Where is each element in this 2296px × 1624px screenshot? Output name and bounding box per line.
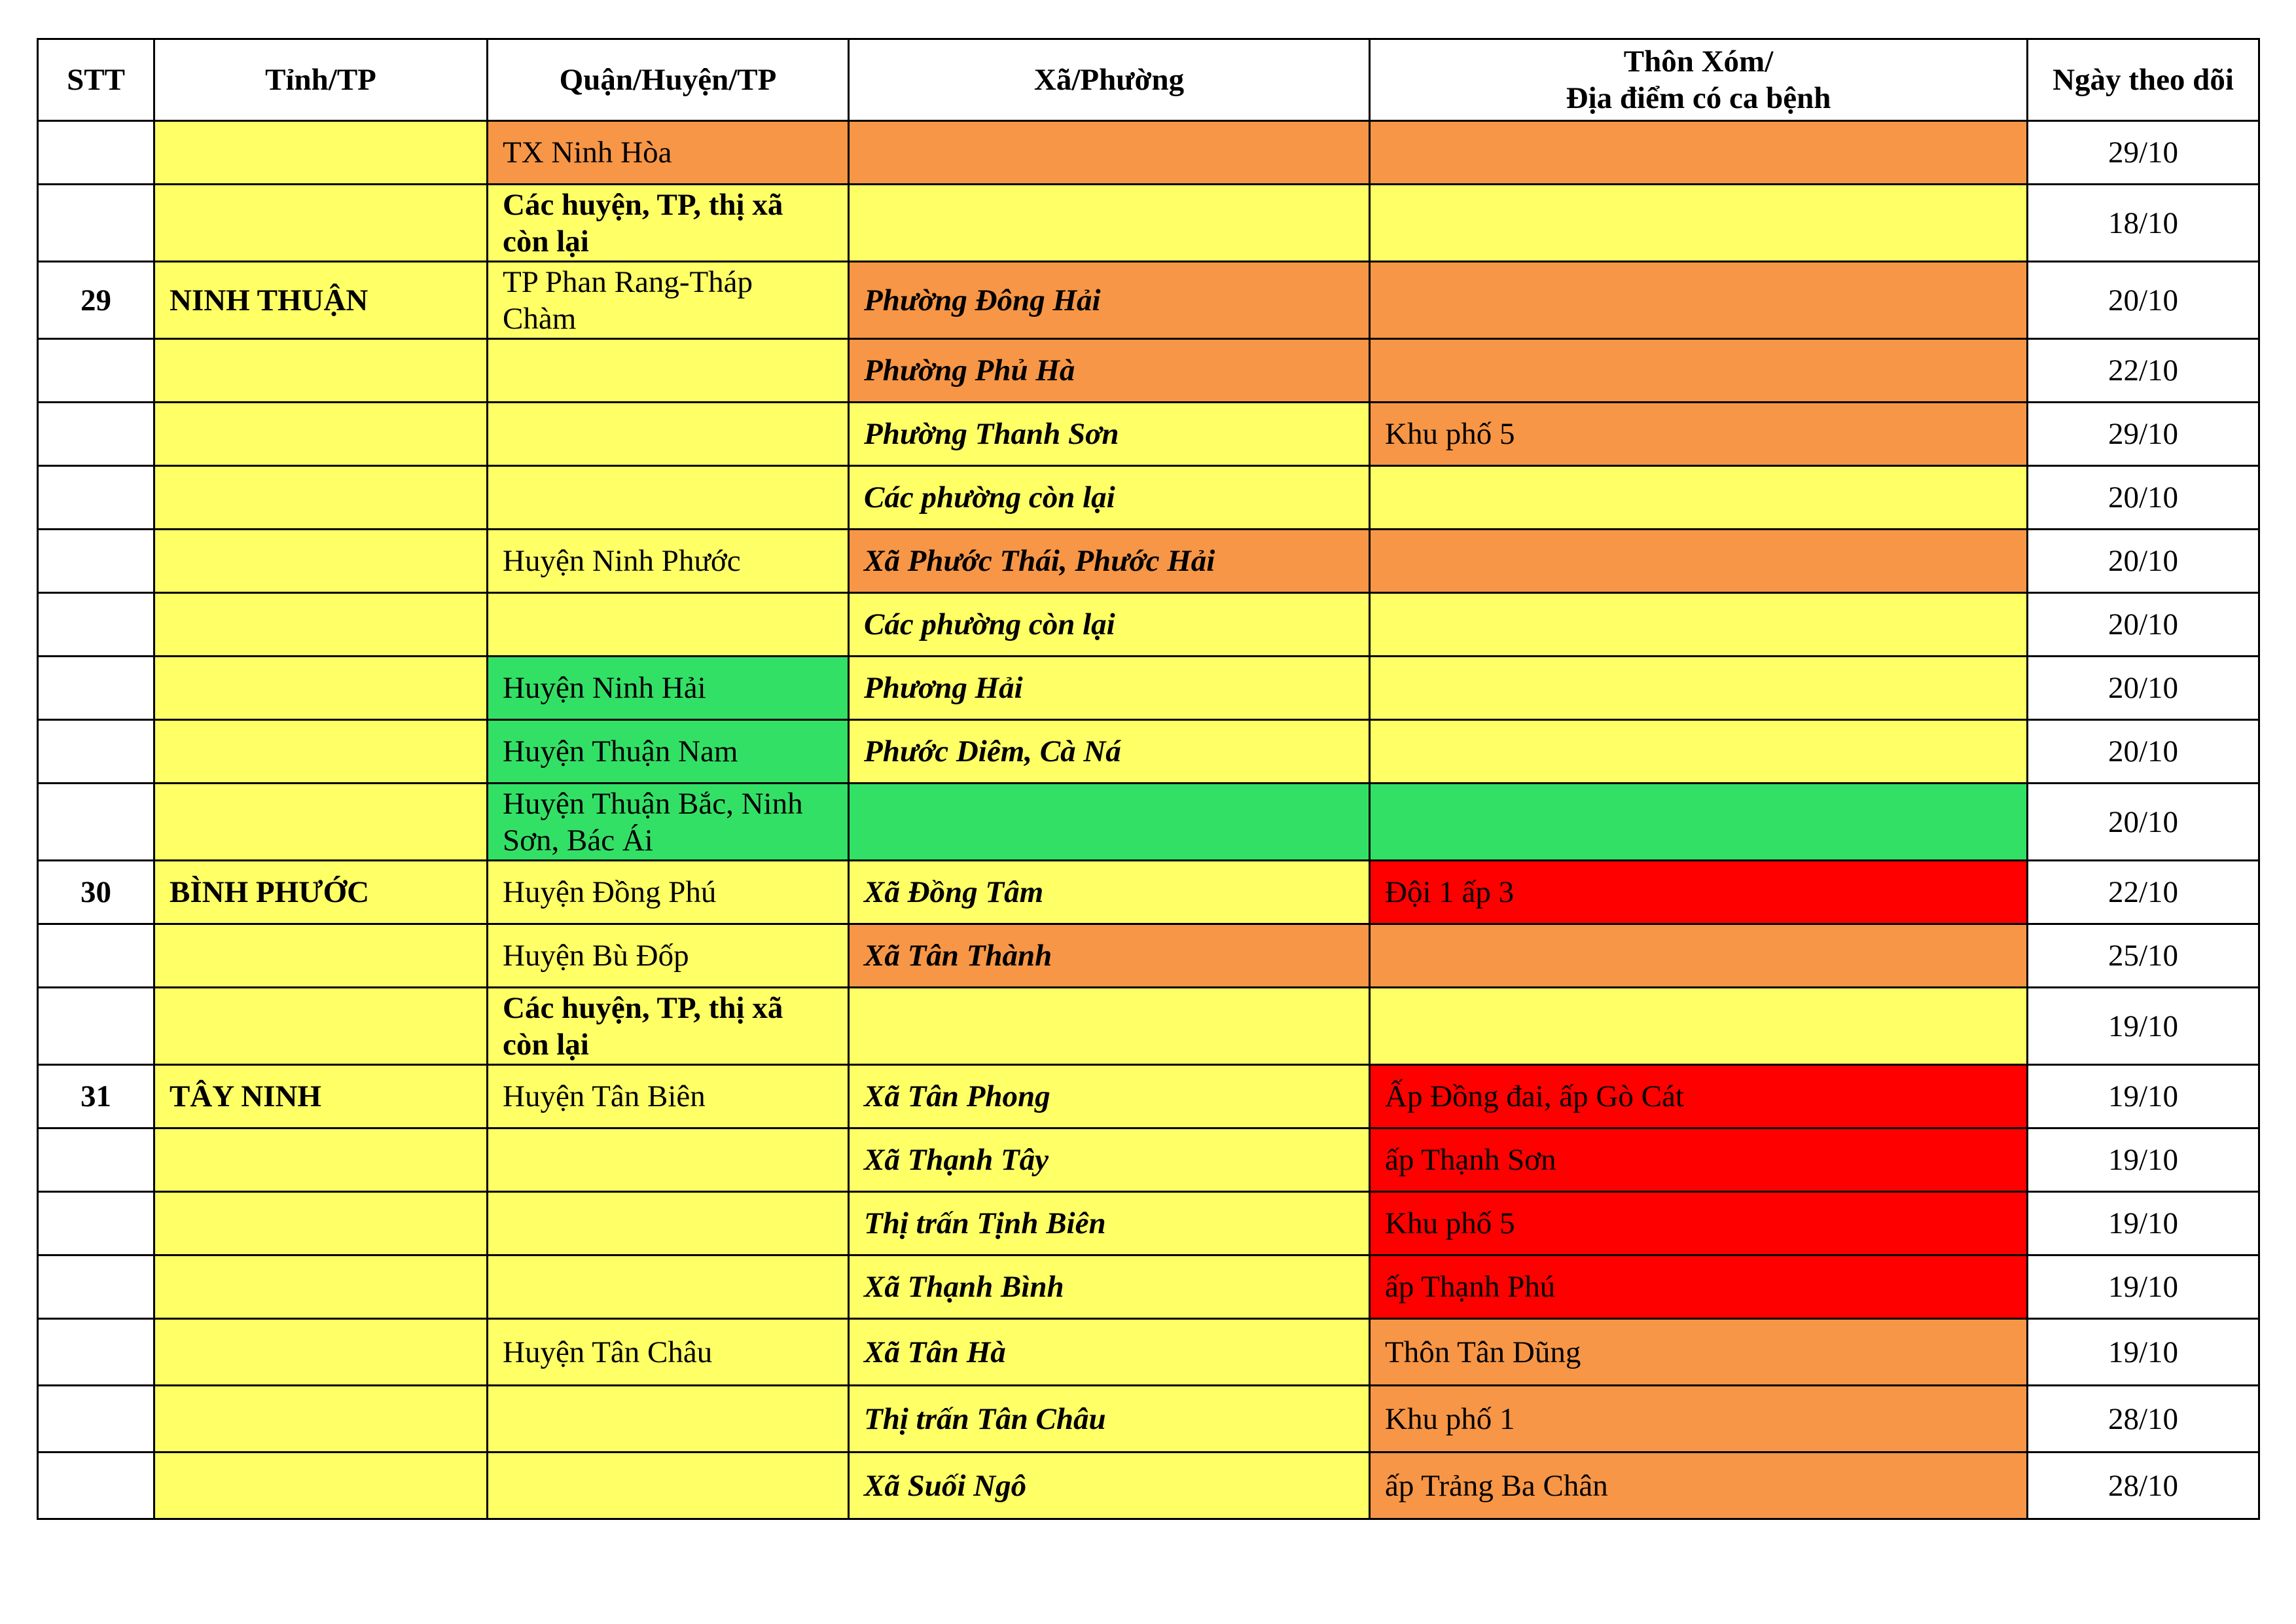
cell-stt: 30 xyxy=(38,861,154,924)
cell-date: 20/10 xyxy=(2028,262,2259,339)
cell-district: Huyện Ninh Hải xyxy=(488,657,849,720)
cell-stt xyxy=(38,466,154,530)
cell-stt xyxy=(38,720,154,784)
cell-ward xyxy=(849,784,1370,861)
cell-ward: Xã Tân Hà xyxy=(849,1319,1370,1386)
cell-date: 19/10 xyxy=(2028,988,2259,1065)
cell-ward: Phường Đông Hải xyxy=(849,262,1370,339)
cell-date: 19/10 xyxy=(2028,1255,2259,1319)
cell-location xyxy=(1370,185,2028,262)
cell-stt xyxy=(38,1319,154,1386)
header-province: Tỉnh/TP xyxy=(154,39,488,121)
cell-location: Ấp Đồng đai, ấp Gò Cát xyxy=(1370,1065,2028,1128)
cell-date: 19/10 xyxy=(2028,1065,2259,1128)
cell-stt xyxy=(38,1192,154,1255)
cell-location xyxy=(1370,657,2028,720)
cell-date: 29/10 xyxy=(2028,403,2259,466)
cell-province: BÌNH PHƯỚC xyxy=(154,861,488,924)
cell-date: 19/10 xyxy=(2028,1192,2259,1255)
tracking-table xyxy=(37,38,2260,1520)
cell-location: ấp Trảng Ba Chân xyxy=(1370,1453,2028,1519)
table-row xyxy=(38,1065,2259,1128)
cell-district: Huyện Tân Biên xyxy=(488,1065,849,1128)
cell-ward: Xã Suối Ngô xyxy=(849,1453,1370,1519)
cell-date: 28/10 xyxy=(2028,1386,2259,1453)
cell-date: 22/10 xyxy=(2028,861,2259,924)
cell-location: Khu phố 5 xyxy=(1370,1192,2028,1255)
cell-stt xyxy=(38,988,154,1065)
table-row xyxy=(38,121,2259,185)
cell-date: 29/10 xyxy=(2028,121,2259,185)
cell-district xyxy=(488,1192,849,1255)
table-body xyxy=(38,121,2259,1519)
cell-location: ấp Thạnh Phú xyxy=(1370,1255,2028,1319)
cell-date: 20/10 xyxy=(2028,657,2259,720)
cell-province xyxy=(154,988,488,1065)
cell-province xyxy=(154,784,488,861)
cell-district: Huyện Thuận Bắc, Ninh Sơn, Bác Ái xyxy=(488,784,849,861)
cell-date: 20/10 xyxy=(2028,720,2259,784)
cell-location xyxy=(1370,593,2028,657)
cell-ward: Xã Tân Phong xyxy=(849,1065,1370,1128)
cell-date: 20/10 xyxy=(2028,530,2259,593)
table-row xyxy=(38,262,2259,339)
cell-district: Huyện Ninh Phước xyxy=(488,530,849,593)
cell-province xyxy=(154,1192,488,1255)
cell-date: 20/10 xyxy=(2028,784,2259,861)
cell-stt xyxy=(38,657,154,720)
cell-stt xyxy=(38,121,154,185)
cell-province xyxy=(154,185,488,262)
cell-stt xyxy=(38,1386,154,1453)
cell-province: TÂY NINH xyxy=(154,1065,488,1128)
table-row xyxy=(38,1319,2259,1386)
cell-location xyxy=(1370,339,2028,403)
cell-district: Huyện Tân Châu xyxy=(488,1319,849,1386)
cell-ward: Xã Thạnh Tây xyxy=(849,1128,1370,1192)
cell-province xyxy=(154,1386,488,1453)
cell-location: Thôn Tân Dũng xyxy=(1370,1319,2028,1386)
header-district: Quận/Huyện/TP xyxy=(488,39,849,121)
table-row xyxy=(38,861,2259,924)
cell-ward xyxy=(849,988,1370,1065)
table-row xyxy=(38,1386,2259,1453)
cell-province: NINH THUẬN xyxy=(154,262,488,339)
cell-date: 20/10 xyxy=(2028,593,2259,657)
cell-district xyxy=(488,403,849,466)
cell-ward: Xã Thạnh Bình xyxy=(849,1255,1370,1319)
cell-ward: Thị trấn Tịnh Biên xyxy=(849,1192,1370,1255)
cell-location: Khu phố 1 xyxy=(1370,1386,2028,1453)
cell-district xyxy=(488,1386,849,1453)
cell-ward xyxy=(849,121,1370,185)
table-row xyxy=(38,593,2259,657)
cell-date: 19/10 xyxy=(2028,1128,2259,1192)
cell-location: ấp Thạnh Sơn xyxy=(1370,1128,2028,1192)
cell-location xyxy=(1370,466,2028,530)
cell-province xyxy=(154,1453,488,1519)
cell-ward: Thị trấn Tân Châu xyxy=(849,1386,1370,1453)
cell-ward: Phước Diêm, Cà Ná xyxy=(849,720,1370,784)
cell-stt xyxy=(38,403,154,466)
cell-date: 28/10 xyxy=(2028,1453,2259,1519)
table-row xyxy=(38,720,2259,784)
cell-location: Khu phố 5 xyxy=(1370,403,2028,466)
table-row xyxy=(38,657,2259,720)
cell-date: 19/10 xyxy=(2028,1319,2259,1386)
header-location xyxy=(1370,39,2028,121)
cell-location xyxy=(1370,530,2028,593)
cell-location xyxy=(1370,988,2028,1065)
cell-province xyxy=(154,593,488,657)
cell-district xyxy=(488,1255,849,1319)
cell-stt: 29 xyxy=(38,262,154,339)
cell-stt xyxy=(38,1453,154,1519)
header-ward: Xã/Phường xyxy=(849,39,1370,121)
cell-date: 20/10 xyxy=(2028,466,2259,530)
header-location-line1: Thôn Xóm/ xyxy=(1623,45,1774,79)
table-row xyxy=(38,1192,2259,1255)
header-location-line2: Địa điểm có ca bệnh xyxy=(1566,81,1831,115)
cell-district: Các huyện, TP, thị xã còn lại xyxy=(488,988,849,1065)
table-row xyxy=(38,530,2259,593)
cell-district: Huyện Đồng Phú xyxy=(488,861,849,924)
cell-province xyxy=(154,403,488,466)
cell-location xyxy=(1370,924,2028,988)
cell-district: TX Ninh Hòa xyxy=(488,121,849,185)
cell-location: Đội 1 ấp 3 xyxy=(1370,861,2028,924)
cell-ward: Xã Phước Thái, Phước Hải xyxy=(849,530,1370,593)
header-date: Ngày theo dõi xyxy=(2028,39,2259,121)
table-row xyxy=(38,185,2259,262)
cell-province xyxy=(154,657,488,720)
cell-ward xyxy=(849,185,1370,262)
cell-ward: Phường Thanh Sơn xyxy=(849,403,1370,466)
table-row xyxy=(38,924,2259,988)
cell-district xyxy=(488,1128,849,1192)
cell-stt xyxy=(38,593,154,657)
cell-stt xyxy=(38,924,154,988)
cell-ward: Xã Tân Thành xyxy=(849,924,1370,988)
cell-stt: 31 xyxy=(38,1065,154,1128)
cell-ward: Phương Hải xyxy=(849,657,1370,720)
cell-ward: Các phường còn lại xyxy=(849,593,1370,657)
cell-location xyxy=(1370,784,2028,861)
cell-province xyxy=(154,121,488,185)
cell-district xyxy=(488,339,849,403)
cell-province xyxy=(154,1255,488,1319)
table-row xyxy=(38,988,2259,1065)
table-row xyxy=(38,1255,2259,1319)
cell-date: 22/10 xyxy=(2028,339,2259,403)
cell-province xyxy=(154,1128,488,1192)
cell-province xyxy=(154,466,488,530)
cell-stt xyxy=(38,530,154,593)
cell-province xyxy=(154,924,488,988)
header-row xyxy=(38,39,2259,121)
cell-ward: Các phường còn lại xyxy=(849,466,1370,530)
cell-district: TP Phan Rang-Tháp Chàm xyxy=(488,262,849,339)
cell-district xyxy=(488,466,849,530)
table-row xyxy=(38,1453,2259,1519)
table-row xyxy=(38,784,2259,861)
cell-district xyxy=(488,593,849,657)
cell-stt xyxy=(38,1128,154,1192)
cell-location xyxy=(1370,262,2028,339)
cell-stt xyxy=(38,784,154,861)
cell-district xyxy=(488,1453,849,1519)
cell-district: Các huyện, TP, thị xã còn lại xyxy=(488,185,849,262)
cell-district: Huyện Bù Đốp xyxy=(488,924,849,988)
cell-stt xyxy=(38,339,154,403)
cell-province xyxy=(154,1319,488,1386)
cell-stt xyxy=(38,185,154,262)
cell-ward: Xã Đồng Tâm xyxy=(849,861,1370,924)
cell-district: Huyện Thuận Nam xyxy=(488,720,849,784)
cell-location xyxy=(1370,720,2028,784)
cell-date: 25/10 xyxy=(2028,924,2259,988)
table-row xyxy=(38,339,2259,403)
cell-province xyxy=(154,530,488,593)
cell-date: 18/10 xyxy=(2028,185,2259,262)
cell-stt xyxy=(38,1255,154,1319)
table-row xyxy=(38,403,2259,466)
table-row xyxy=(38,466,2259,530)
table-row xyxy=(38,1128,2259,1192)
cell-province xyxy=(154,720,488,784)
header-stt: STT xyxy=(38,39,154,121)
cell-ward: Phường Phủ Hà xyxy=(849,339,1370,403)
cell-province xyxy=(154,339,488,403)
cell-location xyxy=(1370,121,2028,185)
